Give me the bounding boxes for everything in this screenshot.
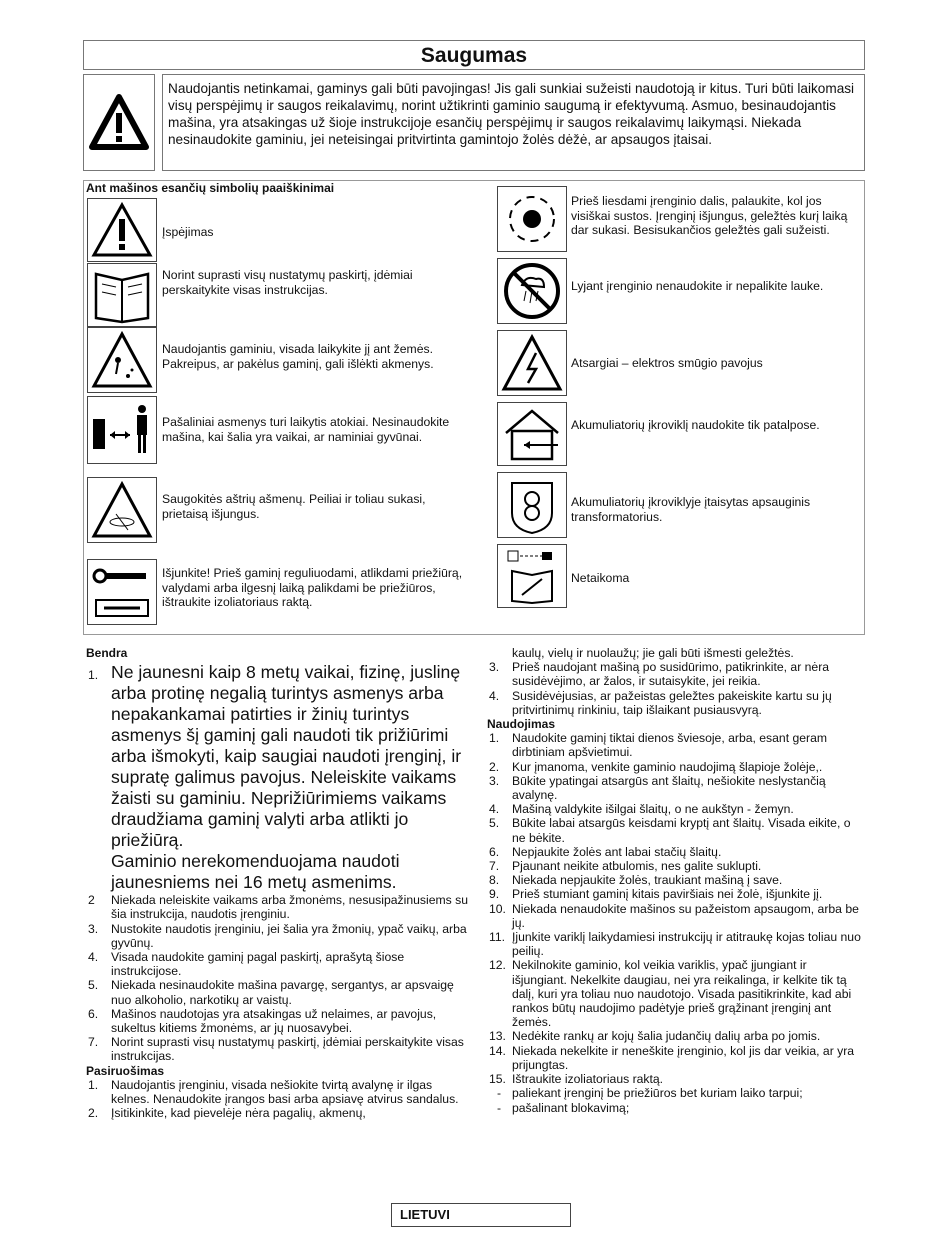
list-item-text: Nekilnokite gaminio, kol veikia variklis, ypač įjungiant ir išjungiant. Nekelkite daugiau, nei yra reikalinga, ir kelkite tik tą dalį, kuri yra toliau nuo naudotojo. Visada pasitikrinkite, kad abi rankos būtų naudojimo padėtyje prieš grąžinant įrenginį ant žemės. [512,958,852,1030]
list-item-number: 2. [489,759,500,774]
symbol-text-left-6: Išjunkite! Prieš gaminį reguliuodami, atlikdami priežiūrą, valydami arba ilgesnį laiką palikdami be priežiūros, ištraukite izoliatoriaus raktą. [162,566,463,609]
list-item-number: 3. [489,660,500,675]
list-item-number: 10. [489,901,506,916]
list-item-number: 1. [88,1077,99,1092]
list-item [487,958,862,1029]
symbol-box-left-1 [87,198,157,262]
list-item [487,1029,862,1043]
continuation-text: kaulų, vielų ir nuolaužų; jie gali būti išmesti geležtės. [512,646,794,660]
list-item-text: Kur įmanoma, venkite gaminio naudojimą šlapioje žolėje,. [512,759,823,774]
electric-shock-icon [498,331,566,395]
symbol-text-right-4: Akumuliatorių įkroviklį naudokite tik patalpose. [571,418,820,432]
symbol-text-right-2: Lyjant įrenginio nenaudokite ir nepalikite lauke. [571,279,824,293]
list-item-text: Įjunkite variklį laikydamiesi instrukcijų ir atitraukę kojas toliau nuo peilių. [512,930,861,959]
list-item-text: Niekada nekelkite ir neneškite įrenginio, kol jis dar veikia, ar yra prijungtas. [512,1043,855,1072]
list-item [86,1007,468,1035]
list-item-text: Nepjaukite žolės ant labai stačių šlaitų. [512,844,722,859]
list-item [487,859,862,873]
list-item-number: 6. [88,1006,99,1021]
section-heading-bendra: Bendra [86,646,128,660]
list-item [86,922,468,950]
list-item-number: 3. [489,773,500,788]
list-item-number: 13. [489,1029,506,1044]
flying-stones-icon [88,328,156,392]
list-item-number: 3. [88,921,99,936]
symbol-box-left-6 [87,559,157,625]
remove-isolator-key-icon [88,560,156,624]
list-item-number: - [497,1100,502,1115]
warning-triangle-icon [84,75,154,170]
list-item-text: Mašinos naudotojas yra atsakingas už nelaimes, ar pavojus, sukeltus kitiems žmonėms, ar jų nuosavybei. [111,1006,437,1036]
list-item-number: 14. [489,1043,506,1058]
symbol-box-right-2 [497,258,567,324]
bendra-list [86,893,468,1063]
no-rain-icon [498,259,566,323]
symbol-box-left-2 [87,263,157,327]
list-item [487,731,862,759]
symbol-text-right-1: Prieš liesdami įrenginio dalis, palaukite, kol jos visiškai sustos. Įrenginį išjungus, geležtės kurį laiką dar sukasi. Besisukančios geležtės gali sužeisti. [571,194,848,237]
left-column [86,646,468,1120]
list-item-text: Niekada nesinaudokite mašina pavargę, sergantys, ar apsvaigę nuo alkoholio, narkotikų ar vaistų. [111,978,454,1007]
list-item-number: 6. [489,844,500,859]
indoor-use-only-icon [498,403,566,465]
general-warning-text: Naudojantis netinkamai, gaminys gali būti pavojingas! Jis gali sunkiai sužeisti naudotoją ir kitus. Turi būti laikomasi visų perspėjimų ir saugos reikalavimų, norint užtikrinti gaminio saugumą ir efektyvumą. Asmuo, besinaudojantis mašina, yra atsakingas už šioje instrukcijoje esančių perspėjimų ir saugos reikalavimų laikymąsi. Niekada nesinaudokite gaminiu, jei neteisingai pritvirtinta gamintojo žolės dėžė, ar apsaugos įtaisai. [162,74,865,171]
symbol-text-left-1: Įspėjimas [162,225,214,239]
general-warning-icon-box [83,74,155,171]
pasiruosimas-list [86,1078,468,1121]
list-item-number: 12. [489,958,506,973]
keep-bystanders-away-icon [88,397,156,463]
list-item-text: Niekada nenaudokite mašinos su pažeistom apsaugom, arba be jų. [512,901,859,930]
list-item [487,887,862,901]
list-item [487,760,862,774]
safety-transformer-icon [498,473,566,537]
list-item-text: Įsitikinkite, kad pievelėje nėra pagalių, akmenų, [111,1106,366,1121]
symbol-box-left-4 [87,396,157,464]
list-item [487,873,862,887]
list-item-text: Mašiną valdykite išilgai šlaitų, o ne aukštyn - žemyn. [512,802,794,817]
symbol-text-right-6: Netaikoma [571,571,630,585]
symbol-text-left-5: Saugokitės aštrių ašmenų. Peiliai ir toliau sukasi, prietaisą išjungus. [162,492,426,521]
list-item: 1. Ne jaunesni kaip 8 metų vaikai, fizinę, juslinę arba protinę negalią turintys asmenys arba nepakankamai patirties ir žinių turintys asmenys šį gaminį gali naudoti tik prižiūrimi arba išmokyti, kaip saugiai naudoti įrenginį, ir supratę galimus pavojus. Neleiskite vaikams žaisti su gaminiu. Neprižiūrimiems vaikams draudžiama gaminį valyti arba atlikti jo priežiūrą. Gaminio nerekomenduojama naudoti jaunesniems nei 16 metų asmenims. [88,662,462,893]
list-item-text: Niekada nepjaukite žolės, traukiant mašiną į save. [512,873,783,888]
symbol-text-left-2: Norint suprasti visų nustatymų paskirtį, įdėmiai perskaitykite visas instrukcijas. [162,268,413,297]
list-item-text: Niekada neleiskite vaikams arba žmonėms, nesusipažinusiems su šia instrukcija, naudotis įrenginiu. [111,893,468,922]
list-item-text: Nedėkite rankų ar kojų šalia judančių dalių arba po jomis. [512,1029,821,1044]
language-footer: LIETUVI [391,1203,571,1227]
symbol-box-right-5 [497,472,567,538]
list-item-text: Būkite labai atsargūs keisdami kryptį ant šlaitų. Visada eikite, o ne bėkite. [512,816,851,845]
symbol-box-right-3 [497,330,567,396]
list-item-text: Prieš stumiant gaminį kitais paviršiais nei žolė, išjunkite jį. [512,887,823,902]
page-title: Saugumas [83,40,865,70]
list-item-number: 4. [489,802,500,817]
list-item-number: 15. [489,1072,506,1087]
list-item-number: 11. [489,930,506,945]
warning-triangle-icon [88,199,156,261]
symbol-box-right-1 [497,186,567,252]
list-item-text: Norint suprasti visų nustatymų paskirtį, įdėmiai perskaitykite visas instrukcijas. [111,1035,464,1064]
list-item [86,1078,468,1106]
rotating-blades-icon [498,187,566,251]
list-item-number: 9. [489,887,500,902]
list-item-number: 8. [489,873,500,888]
naudojimas-list [487,731,862,1114]
list-item-number: 5. [489,816,500,831]
symbol-box-left-3 [87,327,157,393]
list-item-text: Ištraukite izoliatoriaus raktą. [512,1072,664,1087]
section-heading-naudojimas: Naudojimas [487,717,556,732]
list-item-text: pašalinant blokavimą; [512,1100,630,1115]
right-column [487,646,862,1115]
symbols-heading: Ant mašinos esančių simbolių paaiškinimai [86,181,335,195]
symbol-box-right-4 [497,402,567,466]
symbol-text-right-3: Atsargiai – elektros smūgio pavojus [571,356,763,370]
list-item-number: 7. [88,1035,99,1050]
list-item [86,950,468,978]
list-item-number: 2. [88,1106,99,1121]
list-item [86,1106,468,1120]
symbol-text-left-4: Pašaliniai asmenys turi laikytis atokiai. Nesinaudokite mašina, kai šalia yra vaikai, ar naminiai gyvūnai. [162,415,450,444]
list-item [487,802,862,816]
symbol-text-right-5: Akumuliatorių įkroviklyje įtaisytas apsauginis transformatorius. [571,495,811,524]
list-item-number: 4. [489,688,500,703]
list-item [487,1072,862,1086]
list-item [86,978,468,1006]
symbol-box-left-5 [87,477,157,543]
list-item [487,660,862,688]
list-item-text: Prieš naudojant mašiną po susidūrimo, patikrinkite, ar nėra susidėvėjimo, ar žalos, ir sutaisykite, jei reikia. [512,660,830,689]
pasiruosimas-list-continued [487,660,862,717]
list-item [487,1044,862,1072]
list-item-number: 4. [88,950,99,965]
list-item [487,1086,862,1100]
symbol-box-right-6 [497,544,567,608]
list-item [86,1035,468,1063]
list-item-number: 5. [88,978,99,993]
list-item-text: paliekant įrenginį be priežiūros bet kuriam laiko tarpui; [512,1086,803,1101]
list-item [487,845,862,859]
symbol-text-left-3: Naudojantis gaminiu, visada laikykite jį ant žemės. Pakreipus, ar pakėlus gaminį, gali išlėkti akmenys. [162,342,434,371]
list-item-text: Naudokite gaminį tiktai dienos šviesoje, arba, esant geram dirbtiniam apšvietimui. [512,731,828,760]
list-item-text: Nustokite naudotis įrenginiu, jei šalia yra žmonių, ypač vaikų, arba gyvūnų. [111,921,467,950]
list-item [487,902,862,930]
list-item-text: Pjaunant neikite atbulomis, nes galite suklupti. [512,859,762,874]
list-item-text: Būkite ypatingai atsargūs ant šlaitų, nešiokite neslystančią avalynę. [512,773,826,803]
list-item-number: 1. [489,731,500,746]
list-item [487,1101,862,1115]
sharp-blades-icon [88,478,156,542]
list-item-number: 2 [88,893,95,908]
list-item [487,816,862,844]
not-applicable-icon [498,545,566,607]
list-item-text: Visada naudokite gaminį pagal paskirtį, aprašytą šiose instrukcijose. [111,950,405,979]
list-item-text: Susidėvėjusias, ar pažeistas geležtes pakeiskite kartu su jų pritvirtinimų rinkiniu, taip išlaikant pusiausvyrą. [512,688,832,717]
section-heading-pasiruosimas: Pasiruošimas [86,1063,165,1078]
read-manual-icon [88,264,156,326]
list-item [86,893,468,921]
list-item-number: - [497,1086,502,1101]
list-item [487,689,862,717]
list-item-text: Naudojantis įrenginiu, visada nešiokite tvirtą avalynę ir ilgas kelnes. Nenaudokite įrangos basi arba apsiavę atvirus sandalus. [111,1077,459,1107]
list-item-number: 7. [489,859,500,874]
list-item [487,774,862,802]
list-item [487,930,862,958]
